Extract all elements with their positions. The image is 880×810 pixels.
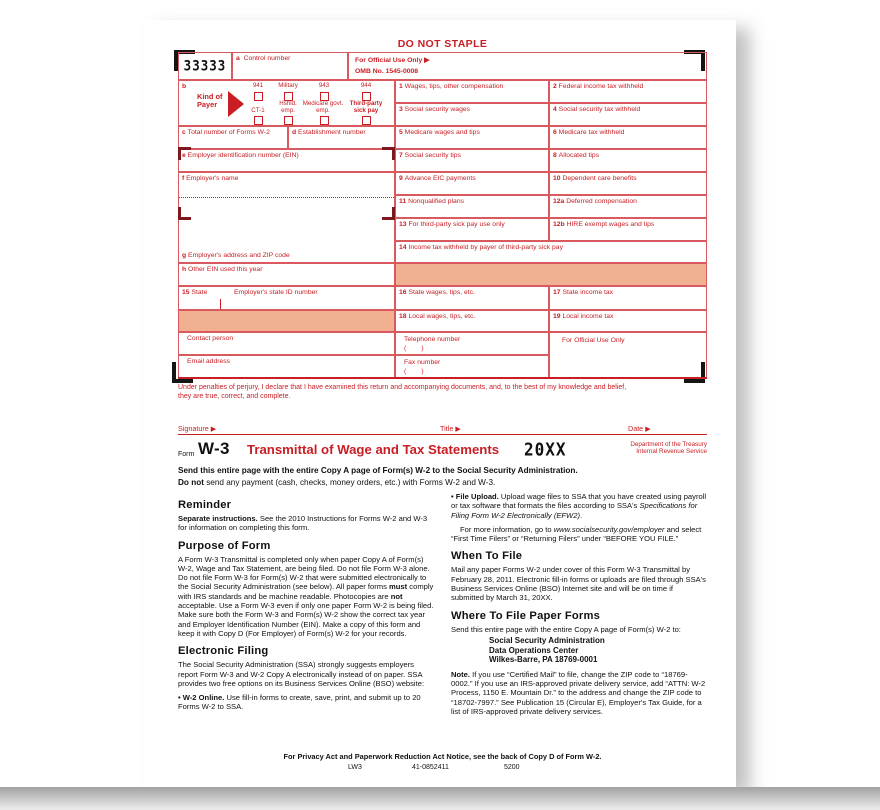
title-arrow-icon: ▶ bbox=[455, 424, 461, 433]
control-number-value-box bbox=[178, 52, 232, 80]
when-to-file-heading: When To File bbox=[451, 550, 523, 563]
more-information-paragraph: For more information, go to www.socialsecurity.gov/employer and select “First Time Filers” or “Returning Filers” under “BEFORE YOU FILE.” bbox=[451, 524, 702, 544]
box-7-ss-tips: 7 Social security tips bbox=[395, 149, 549, 172]
box-17-state-income-tax: 17 State income tax bbox=[549, 286, 707, 310]
perjury-statement: Under penalties of perjury, I declare that I have examined this return and accompanying documents, and, to the best of my knowledge and belief, they are true, correct, and complete. bbox=[178, 384, 627, 400]
box-16-state-wages: 16 State wages, tips, etc. bbox=[395, 286, 549, 310]
electronic-filing-heading: Electronic Filing bbox=[178, 645, 269, 658]
signature-rule bbox=[178, 434, 707, 435]
box-6-medicare-tax: 6 Medicare tax withheld bbox=[549, 126, 707, 149]
box-c-total-forms: c Total number of Forms W-2 bbox=[178, 126, 288, 149]
checkbox-hshld-emp bbox=[284, 116, 293, 125]
employer-name-dotted-line bbox=[179, 197, 394, 198]
title-label: Title ▶ bbox=[440, 424, 461, 433]
file-upload-bullet: • File Upload. Upload wage files to SSA that you have created using payroll or tax software that formats the files according to SSA's Specifications for Filing Form W-2 Electronically (EFW2). bbox=[451, 492, 707, 520]
form-word: Form bbox=[178, 451, 195, 458]
state-id-number-label: Employer's state ID number bbox=[234, 289, 318, 296]
box-a-control-number: a Control number bbox=[232, 52, 348, 80]
checkbox-label-943: 943 bbox=[318, 82, 330, 89]
print-code-5200: 5200 bbox=[504, 764, 520, 771]
reminder-paragraph: Separate instructions. See the 2010 Instructions for Forms W-2 and W-3 for information on completing this form. bbox=[178, 514, 428, 533]
privacy-act-notice: For Privacy Act and Paperwork Reduction Act Notice, see the back of Copy D of Form W-2. bbox=[283, 752, 602, 761]
official-use-label: For Official Use Only ▶ bbox=[355, 57, 430, 64]
checkbox-label-hshld-emp: Hshld. emp. bbox=[279, 100, 297, 114]
date-label: Date ▶ bbox=[628, 424, 651, 433]
box-19-local-income-tax: 19 Local income tax bbox=[549, 310, 707, 332]
box-4-ss-tax: 4 Social security tax withheld bbox=[549, 103, 707, 126]
checkbox-ct1 bbox=[254, 116, 263, 125]
telephone-parentheses: ( ) bbox=[404, 345, 424, 352]
official-use-omb-box bbox=[348, 52, 707, 80]
form-bottom-rule bbox=[178, 377, 707, 379]
checkbox-medicare-govt-emp bbox=[320, 116, 329, 125]
form-number: W-3 bbox=[198, 439, 230, 458]
shaded-area-right bbox=[395, 263, 707, 286]
box-12a-deferred-comp: 12a Deferred compensation bbox=[549, 195, 707, 218]
purpose-of-form-heading: Purpose of Form bbox=[178, 539, 271, 552]
print-code-lw3: LW3 bbox=[348, 764, 362, 771]
do-not-staple-label: DO NOT STAPLE bbox=[397, 38, 488, 50]
box-contact-person: Contact person bbox=[178, 332, 395, 355]
box-f-employer-name: f Employer's name g Employer's address and ZIP code bbox=[178, 172, 395, 263]
paper-sheet bbox=[144, 20, 736, 788]
purpose-paragraph: A Form W-3 Transmittal is completed only when paper Copy A of Form(s) W-2, Wage and Tax Statement, are being filed. Do not file Form W-3 alone. Do not file Form W-3 for Form(s) W-2 that were submitted electronically to the Social Security Administration (see below). All paper forms must comply with IRS standards and be machine readable. Photocopies are not acceptable. Use a Form W-3 even if only one paper Form W-2 is being filed. Make sure both the Form W-3 and Form(s) W-2 show the correct tax year and Employer Identification Number (EIN). Make a copy of this form and keep it with Copy D (For Employer) of Form(s) W-2 for your records. bbox=[178, 554, 434, 638]
box-e-ein: e Employer identification number (EIN) bbox=[178, 149, 395, 172]
box-5-medicare-wages: 5 Medicare wages and tips bbox=[395, 126, 549, 149]
signature-arrow-icon: ▶ bbox=[210, 424, 217, 433]
date-arrow-icon: ▶ bbox=[645, 424, 651, 433]
checkbox-label-944: 944 bbox=[360, 82, 372, 89]
instructions-left-column bbox=[178, 492, 434, 721]
send-instruction-line: Send this entire page with the entire Copy A page of Form(s) W-2 to the Social Security Administration. bbox=[178, 466, 578, 475]
when-to-file-paragraph: Mail any paper Forms W-2 under cover of this Form W-3 Transmittal by February 28, 2011. Electronic fill-in forms or uploads are filed through SSA's Business Services Online (BSO) Internet site and will be on time if submitted by March 31, 20XX. bbox=[451, 565, 706, 603]
kind-of-payer-arrow-icon bbox=[228, 91, 244, 117]
box-14-income-tax-withheld: 14 Income tax withheld by payer of third-party sick pay bbox=[395, 241, 707, 263]
box-11-nonqualified-plans: 11 Nonqualified plans bbox=[395, 195, 549, 218]
print-code-41: 41-0852411 bbox=[412, 764, 449, 771]
box-9-advance-eic: 9 Advance EIC payments bbox=[395, 172, 549, 195]
print-codes bbox=[178, 764, 707, 776]
scan-mark-top-left bbox=[178, 147, 191, 160]
box-12b-hire-exempt: 12b HIRE exempt wages and tips bbox=[549, 218, 707, 241]
box-3-ss-wages: 3 Social security wages bbox=[395, 103, 549, 126]
shaded-area-left bbox=[178, 310, 395, 332]
treasury-department-label: Department of the Treasury Internal Revenue Service bbox=[630, 441, 707, 456]
do-not-send-line: Do not send any payment (cash, checks, money orders, etc.) with Forms W-2 and W-3. bbox=[178, 478, 496, 487]
box-g-employer-address: g Employer's address and ZIP code bbox=[182, 252, 290, 259]
box-18-local-wages: 18 Local wages, tips, etc. bbox=[395, 310, 549, 332]
box-10-dependent-care: 10 Dependent care benefits bbox=[549, 172, 707, 195]
state-divider-tick bbox=[220, 299, 221, 310]
note-paragraph: Note. If you use “Certified Mail” to file, change the ZIP code to “18769-0002.” If you use an IRS-approved private delivery service, add “ATTN: W-2 Process, 1150 E. Mountain Dr.” to the address and change the ZIP code to “18702-7997.” See Publication 15 (Circular E), Employer's Tax Guide, for a list of IRS-approved private delivery services. bbox=[451, 669, 706, 716]
instructions-columns bbox=[178, 492, 707, 721]
signature-label: Signature ▶ bbox=[178, 424, 217, 433]
box-1-wages: 1 Wages, tips, other compensation bbox=[395, 80, 549, 103]
control-number-value: 33333 bbox=[183, 57, 227, 74]
box-b-kind-of-payer: b Kind of Payer 941 Military 943 944 CT-1 Hshld. emp. Medicare govt. emp. Third-party sick pay bbox=[178, 80, 395, 126]
checkbox-label-941: 941 bbox=[252, 82, 264, 89]
box-fax-number: Fax number ( ) bbox=[395, 355, 549, 378]
w3-form-grid bbox=[178, 52, 707, 378]
w2-online-bullet: • W-2 Online. Use fill-in forms to create, save, print, and submit up to 20 Forms W-2 to SSA. bbox=[178, 693, 421, 712]
ssa-mailing-address: Social Security Administration Data Operations Center Wilkes-Barre, PA 18769-0001 bbox=[489, 635, 605, 665]
box-13-third-party-sick-pay: 13 For third-party sick pay use only bbox=[395, 218, 549, 241]
form-title: Transmittal of Wage and Tax Statements bbox=[247, 442, 500, 457]
box-telephone-number: Telephone number ( ) bbox=[395, 332, 549, 355]
electronic-filing-paragraph: The Social Security Administration (SSA) strongly suggests employers report Form W-3 and W-2 Copy A electronically instead of on paper. SSA provides two free options on its Business Services Online (BSO) website: bbox=[178, 660, 425, 688]
checkbox-label-medicare-govt-emp: Medicare govt. emp. bbox=[302, 100, 344, 114]
page-bottom-shadow bbox=[0, 787, 880, 810]
where-to-file-paragraph: Send this entire page with the entire Copy A page of Form(s) W-2 to: bbox=[451, 624, 681, 634]
box-2-federal-tax: 2 Federal income tax withheld bbox=[549, 80, 707, 103]
omb-number: OMB No. 1545-0008 bbox=[355, 68, 419, 75]
where-to-file-heading: Where To File Paper Forms bbox=[451, 609, 601, 622]
checkbox-label-ct1: CT-1 bbox=[251, 107, 265, 114]
scan-mark-top-right bbox=[382, 147, 395, 160]
checkbox-label-military: Military bbox=[278, 82, 298, 89]
checkbox-941 bbox=[254, 92, 263, 101]
box-8-allocated-tips: 8 Allocated tips bbox=[549, 149, 707, 172]
box-email-address: Email address bbox=[178, 355, 395, 378]
box-15-state: 15 State Employer's state ID number bbox=[178, 286, 395, 310]
form-footer bbox=[178, 752, 707, 776]
box-official-use-only: For Official Use Only bbox=[549, 332, 707, 378]
scan-mark-bottom-left bbox=[178, 207, 191, 220]
instructions-right-column bbox=[451, 492, 707, 721]
box-h-other-ein: h Other EIN used this year bbox=[178, 263, 395, 286]
fax-parentheses: ( ) bbox=[404, 368, 424, 375]
kind-of-payer-title: Kind of Payer bbox=[197, 92, 223, 110]
reminder-heading: Reminder bbox=[178, 499, 232, 511]
checkbox-label-third-party-sick-pay: Third-party sick pay bbox=[349, 100, 383, 114]
tax-year: 20XX bbox=[524, 439, 567, 460]
box-d-establishment-number: d Establishment number bbox=[288, 126, 395, 149]
scan-mark-bottom-right bbox=[382, 207, 395, 220]
checkbox-third-party-sick-pay bbox=[362, 116, 371, 125]
